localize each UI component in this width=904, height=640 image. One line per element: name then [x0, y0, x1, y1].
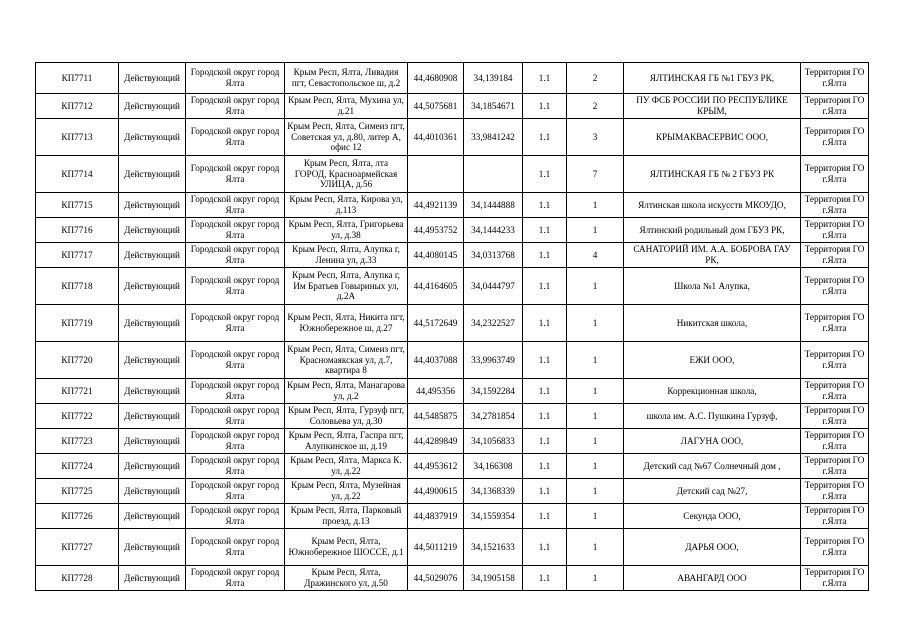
organization-cell: ДАРЬЯ ООО,: [624, 529, 801, 566]
district-cell: Городской округ город Ялта: [186, 529, 285, 566]
code-cell: КП7718: [36, 268, 119, 305]
table-row: [36, 305, 869, 342]
district-cell: Городской округ город Ялта: [186, 479, 285, 504]
table-row: [36, 566, 869, 591]
code-cell: КП7728: [36, 566, 119, 591]
latitude-cell: 44,4837919: [408, 504, 464, 529]
district-cell: Городской округ город Ялта: [186, 243, 285, 268]
district-cell: Городской округ город Ялта: [186, 193, 285, 218]
territory-cell: Территория ГО г.Ялта: [801, 454, 869, 479]
latitude-cell: 44,4164605: [408, 268, 464, 305]
table-row: [36, 193, 869, 218]
organization-cell: Ялтинский родильный дом ГБУЗ РК,: [624, 218, 801, 243]
address-cell: Крым Респ, Ялта, Алупка г, Им Братьев Говыриных ул, д.2А: [285, 268, 408, 305]
count-cell: 1: [567, 454, 624, 479]
code-cell: КП7721: [36, 379, 119, 404]
count-cell: 4: [567, 243, 624, 268]
table-row: [36, 218, 869, 243]
code-cell: КП7711: [36, 63, 119, 94]
status-cell: Действующий: [119, 379, 186, 404]
address-cell: Крым Респ, Ялта, Алупка г, Ленина ул, д.33: [285, 243, 408, 268]
longitude-cell: 34,166308: [464, 454, 523, 479]
code-cell: КП7725: [36, 479, 119, 504]
count-cell: 2: [567, 63, 624, 94]
count-cell: 1: [567, 193, 624, 218]
class-cell: 1.1: [523, 63, 567, 94]
status-cell: Действующий: [119, 63, 186, 94]
code-cell: КП7717: [36, 243, 119, 268]
longitude-cell: 34,1056833: [464, 429, 523, 454]
organization-cell: САНАТОРИЙ ИМ. А.А. БОБРОВА ГАУ РК,: [624, 243, 801, 268]
status-cell: Действующий: [119, 305, 186, 342]
code-cell: КП7727: [36, 529, 119, 566]
class-cell: 1.1: [523, 305, 567, 342]
district-cell: Городской округ город Ялта: [186, 94, 285, 119]
district-cell: Городской округ город Ялта: [186, 305, 285, 342]
address-cell: Крым Респ, Ялта, Кирова ул, д.113: [285, 193, 408, 218]
address-cell: Крым Респ, Ялта, Музейная ул, д.22: [285, 479, 408, 504]
territory-cell: Территория ГО г.Ялта: [801, 529, 869, 566]
address-cell: Крым Респ, Ялта, Григорьева ул, д.38: [285, 218, 408, 243]
organization-cell: Секунда ООО,: [624, 504, 801, 529]
table-row: [36, 404, 869, 429]
table-row: [36, 479, 869, 504]
table-row: [36, 504, 869, 529]
latitude-cell: 44,4921139: [408, 193, 464, 218]
table-row: [36, 342, 869, 379]
status-cell: Действующий: [119, 529, 186, 566]
status-cell: Действующий: [119, 156, 186, 193]
code-cell: КП7726: [36, 504, 119, 529]
organization-cell: Никитская школа,: [624, 305, 801, 342]
code-cell: КП7723: [36, 429, 119, 454]
district-cell: Городской округ город Ялта: [186, 268, 285, 305]
organization-cell: КРЫМАКВАСЕРВИС ООО,: [624, 119, 801, 156]
class-cell: 1.1: [523, 566, 567, 591]
longitude-cell: 34,0313768: [464, 243, 523, 268]
latitude-cell: 44,5172649: [408, 305, 464, 342]
table-row: [36, 529, 869, 566]
longitude-cell: 33,9963749: [464, 342, 523, 379]
class-cell: 1.1: [523, 268, 567, 305]
address-cell: Крым Респ, Ялта, Мухина ул, д.21: [285, 94, 408, 119]
address-cell: Крым Респ, Ялта, Гаспра пгт, Алупкинское ш, д.19: [285, 429, 408, 454]
organization-cell: Школа №1 Алупка,: [624, 268, 801, 305]
address-cell: Крым Респ, Ялта, Симеиз пгт, Советская ул, д.80, литер А, офис 12: [285, 119, 408, 156]
organization-cell: Ялтинская школа искусств МКОУДО,: [624, 193, 801, 218]
code-cell: КП7715: [36, 193, 119, 218]
count-cell: 1: [567, 429, 624, 454]
class-cell: 1.1: [523, 193, 567, 218]
latitude-cell: 44,4289849: [408, 429, 464, 454]
count-cell: 1: [567, 404, 624, 429]
code-cell: КП7712: [36, 94, 119, 119]
status-cell: Действующий: [119, 342, 186, 379]
code-cell: КП7722: [36, 404, 119, 429]
class-cell: 1.1: [523, 218, 567, 243]
status-cell: Действующий: [119, 94, 186, 119]
district-cell: Городской округ город Ялта: [186, 404, 285, 429]
longitude-cell: 34,1444233: [464, 218, 523, 243]
count-cell: 1: [567, 379, 624, 404]
district-cell: Городской округ город Ялта: [186, 218, 285, 243]
latitude-cell: 44,5075681: [408, 94, 464, 119]
district-cell: Городской округ город Ялта: [186, 342, 285, 379]
territory-cell: Территория ГО г.Ялта: [801, 429, 869, 454]
district-cell: Городской округ город Ялта: [186, 63, 285, 94]
table-row: [36, 429, 869, 454]
longitude-cell: 34,1559354: [464, 504, 523, 529]
territory-cell: Территория ГО г.Ялта: [801, 305, 869, 342]
longitude-cell: 34,0444797: [464, 268, 523, 305]
class-cell: 1.1: [523, 94, 567, 119]
address-cell: Крым Респ, Ялта, лта ГОРОД, Красноармейская УЛИЦА, д.56: [285, 156, 408, 193]
code-cell: КП7719: [36, 305, 119, 342]
territory-cell: Территория ГО г.Ялта: [801, 479, 869, 504]
latitude-cell: 44,4080145: [408, 243, 464, 268]
class-cell: 1.1: [523, 379, 567, 404]
longitude-cell: 34,139184: [464, 63, 523, 94]
address-cell: Крым Респ, Ялта, Парковый проезд, д.13: [285, 504, 408, 529]
class-cell: 1.1: [523, 156, 567, 193]
territory-cell: Территория ГО г.Ялта: [801, 404, 869, 429]
status-cell: Действующий: [119, 479, 186, 504]
longitude-cell: 34,2781854: [464, 404, 523, 429]
address-cell: Крым Респ, Ялта, Ливадия пгт, Севастопольское ш, д.2: [285, 63, 408, 94]
code-cell: КП7714: [36, 156, 119, 193]
status-cell: Действующий: [119, 193, 186, 218]
class-cell: 1.1: [523, 479, 567, 504]
longitude-cell: [464, 156, 523, 193]
territory-cell: Территория ГО г.Ялта: [801, 566, 869, 591]
address-cell: Крым Респ, Ялта, Гурзуф пгт, Соловьева ул, д.30: [285, 404, 408, 429]
code-cell: КП7713: [36, 119, 119, 156]
longitude-cell: 34,1592284: [464, 379, 523, 404]
status-cell: Действующий: [119, 504, 186, 529]
count-cell: 7: [567, 156, 624, 193]
count-cell: 1: [567, 305, 624, 342]
territory-cell: Территория ГО г.Ялта: [801, 379, 869, 404]
address-cell: Крым Респ, Ялта, Симеиз пгт, Красномаякская ул, д.7, квартира 8: [285, 342, 408, 379]
table-row: [36, 243, 869, 268]
longitude-cell: 34,2322527: [464, 305, 523, 342]
table-body: [36, 63, 869, 591]
district-cell: Городской округ город Ялта: [186, 566, 285, 591]
status-cell: Действующий: [119, 454, 186, 479]
longitude-cell: 34,1444888: [464, 193, 523, 218]
code-cell: КП7724: [36, 454, 119, 479]
latitude-cell: 44,5011219: [408, 529, 464, 566]
count-cell: 1: [567, 479, 624, 504]
status-cell: Действующий: [119, 429, 186, 454]
latitude-cell: 44,495356: [408, 379, 464, 404]
organization-cell: ПУ ФСБ РОССИИ ПО РЕСПУБЛИКЕ КРЫМ,: [624, 94, 801, 119]
latitude-cell: 44,5029076: [408, 566, 464, 591]
latitude-cell: 44,4037088: [408, 342, 464, 379]
class-cell: 1.1: [523, 404, 567, 429]
registry-table: [35, 62, 869, 591]
status-cell: Действующий: [119, 268, 186, 305]
count-cell: 3: [567, 119, 624, 156]
count-cell: 1: [567, 218, 624, 243]
count-cell: 1: [567, 504, 624, 529]
class-cell: 1.1: [523, 243, 567, 268]
district-cell: Городской округ город Ялта: [186, 504, 285, 529]
table-row: [36, 119, 869, 156]
table-row: [36, 268, 869, 305]
district-cell: Городской округ город Ялта: [186, 429, 285, 454]
status-cell: Действующий: [119, 566, 186, 591]
latitude-cell: 44,4010361: [408, 119, 464, 156]
territory-cell: Территория ГО г.Ялта: [801, 63, 869, 94]
district-cell: Городской округ город Ялта: [186, 156, 285, 193]
class-cell: 1.1: [523, 454, 567, 479]
latitude-cell: 44,4953612: [408, 454, 464, 479]
code-cell: КП7720: [36, 342, 119, 379]
count-cell: 1: [567, 529, 624, 566]
organization-cell: Детский сад №67 Солнечный дом ,: [624, 454, 801, 479]
longitude-cell: 34,1854671: [464, 94, 523, 119]
latitude-cell: 44,4953752: [408, 218, 464, 243]
latitude-cell: 44,5485875: [408, 404, 464, 429]
organization-cell: школа им. А.С. Пушкина Гурзуф,: [624, 404, 801, 429]
organization-cell: АВАНГАРД ООО: [624, 566, 801, 591]
class-cell: 1.1: [523, 119, 567, 156]
longitude-cell: 33,9841242: [464, 119, 523, 156]
territory-cell: Территория ГО г.Ялта: [801, 243, 869, 268]
territory-cell: Территория ГО г.Ялта: [801, 504, 869, 529]
territory-cell: Территория ГО г.Ялта: [801, 94, 869, 119]
count-cell: 1: [567, 342, 624, 379]
count-cell: 1: [567, 268, 624, 305]
district-cell: Городской округ город Ялта: [186, 454, 285, 479]
table-row: [36, 156, 869, 193]
longitude-cell: 34,1368339: [464, 479, 523, 504]
organization-cell: ЛАГУНА ООО,: [624, 429, 801, 454]
latitude-cell: 44,4900615: [408, 479, 464, 504]
count-cell: 2: [567, 94, 624, 119]
territory-cell: Территория ГО г.Ялта: [801, 342, 869, 379]
status-cell: Действующий: [119, 218, 186, 243]
address-cell: Крым Респ, Ялта, Дражинского ул, д.50: [285, 566, 408, 591]
count-cell: 1: [567, 566, 624, 591]
document-page: [35, 62, 869, 591]
latitude-cell: [408, 156, 464, 193]
class-cell: 1.1: [523, 529, 567, 566]
longitude-cell: 34,1521633: [464, 529, 523, 566]
class-cell: 1.1: [523, 429, 567, 454]
address-cell: Крым Респ, Ялта, Маркса К. ул, д.22: [285, 454, 408, 479]
table-row: [36, 454, 869, 479]
territory-cell: Территория ГО г.Ялта: [801, 119, 869, 156]
organization-cell: Коррекционная школа,: [624, 379, 801, 404]
table-row: [36, 63, 869, 94]
status-cell: Действующий: [119, 119, 186, 156]
status-cell: Действующий: [119, 404, 186, 429]
organization-cell: ЯЛТИНСКАЯ ГБ №1 ГБУЗ РК,: [624, 63, 801, 94]
code-cell: КП7716: [36, 218, 119, 243]
status-cell: Действующий: [119, 243, 186, 268]
district-cell: Городской округ город Ялта: [186, 119, 285, 156]
district-cell: Городской округ город Ялта: [186, 379, 285, 404]
table-row: [36, 94, 869, 119]
organization-cell: Детский сад №27,: [624, 479, 801, 504]
latitude-cell: 44,4680908: [408, 63, 464, 94]
organization-cell: ЯЛТИНСКАЯ ГБ № 2 ГБУЗ РК: [624, 156, 801, 193]
territory-cell: Территория ГО г.Ялта: [801, 268, 869, 305]
territory-cell: Территория ГО г.Ялта: [801, 218, 869, 243]
longitude-cell: 34,1905158: [464, 566, 523, 591]
address-cell: Крым Респ, Ялта, Манагарова ул, д.2: [285, 379, 408, 404]
territory-cell: Территория ГО г.Ялта: [801, 156, 869, 193]
territory-cell: Территория ГО г.Ялта: [801, 193, 869, 218]
table-row: [36, 379, 869, 404]
class-cell: 1.1: [523, 342, 567, 379]
address-cell: Крым Респ, Ялта, Никита пгт, Южнобережное ш, д.27: [285, 305, 408, 342]
class-cell: 1.1: [523, 504, 567, 529]
organization-cell: ЕЖИ ООО,: [624, 342, 801, 379]
address-cell: Крым Респ, Ялта, Южнобережное ШОССЕ, д.1: [285, 529, 408, 566]
